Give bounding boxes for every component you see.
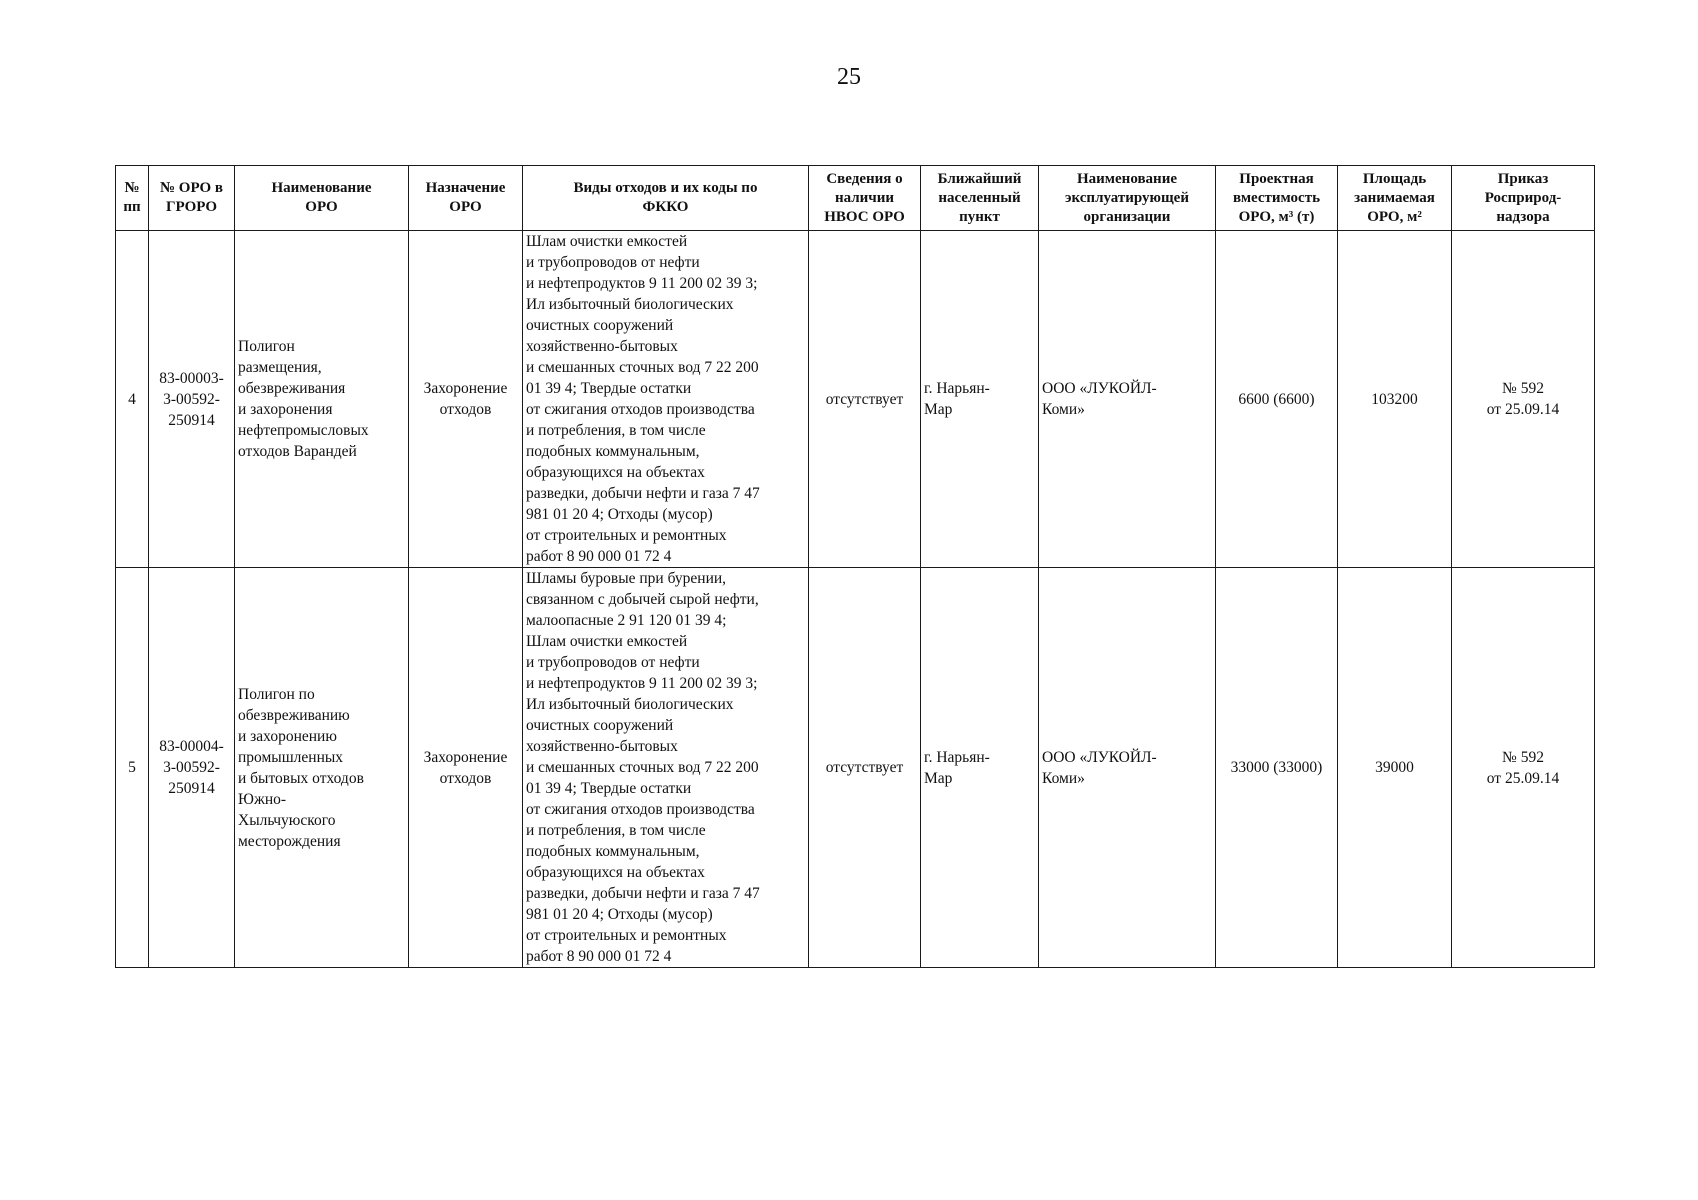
waste-facilities-table [115, 165, 1595, 968]
waste-types: Шлам очистки емкостей и трубопроводов от нефти и нефтепродуктов 9 11 200 02 39 3; Ил избыточный биологических очистных сооружений хозяйственно-бытовых и смешанных сточных вод 7 22 200 01 39 4; Твердые остатки от сжигания отходов производства и потребления, в том числе подобных коммунальным, образующихся на объектах разведки, добычи нефти и газа 7 47 981 01 20 4; Отходы (мусор) от строительных и ремонтных работ 8 90 000 01 72 4 [523, 231, 809, 568]
page-number: 25 [837, 64, 861, 90]
facility-purpose: Захоронение отходов [409, 568, 523, 968]
header-capacity: Проектная вместимость ОРО, м³ (т) [1216, 166, 1338, 231]
groro-number: 83-00004- 3-00592- 250914 [149, 568, 235, 968]
header-settlement: Ближайший населенный пункт [921, 166, 1039, 231]
header-operator: Наименование эксплуатирующей организации [1039, 166, 1216, 231]
row-num: 5 [116, 568, 149, 968]
occupied-area: 103200 [1338, 231, 1452, 568]
header-name: Наименование ОРО [235, 166, 409, 231]
groro-number: 83-00003- 3-00592- 250914 [149, 231, 235, 568]
order-reference: № 592 от 25.09.14 [1452, 568, 1595, 968]
header-num: № пп [116, 166, 149, 231]
operator-name: ООО «ЛУКОЙЛ- Коми» [1039, 568, 1216, 968]
facility-purpose: Захоронение отходов [409, 231, 523, 568]
row-num: 4 [116, 231, 149, 568]
table-header-row [116, 166, 1595, 231]
design-capacity: 33000 (33000) [1216, 568, 1338, 968]
header-nvos: Сведения о наличии НВОС ОРО [809, 166, 921, 231]
facility-name: Полигон размещения, обезвреживания и захоронения нефтепромысловых отходов Варандей [235, 231, 409, 568]
nvos-status: отсутствует [809, 568, 921, 968]
table-row [116, 231, 1595, 568]
header-groro: № ОРО в ГРОРО [149, 166, 235, 231]
table-row [116, 568, 1595, 968]
nearest-settlement: г. Нарьян- Мар [921, 568, 1039, 968]
order-reference: № 592 от 25.09.14 [1452, 231, 1595, 568]
header-area: Площадь занимаемая ОРО, м² [1338, 166, 1452, 231]
design-capacity: 6600 (6600) [1216, 231, 1338, 568]
nearest-settlement: г. Нарьян- Мар [921, 231, 1039, 568]
header-order: Приказ Росприрод- надзора [1452, 166, 1595, 231]
nvos-status: отсутствует [809, 231, 921, 568]
operator-name: ООО «ЛУКОЙЛ- Коми» [1039, 231, 1216, 568]
header-purpose: Назначение ОРО [409, 166, 523, 231]
occupied-area: 39000 [1338, 568, 1452, 968]
facility-name: Полигон по обезвреживанию и захоронению промышленных и бытовых отходов Южно- Хыльчуюского месторождения [235, 568, 409, 968]
header-waste-types: Виды отходов и их коды по ФККО [523, 166, 809, 231]
waste-types: Шламы буровые при бурении, связанном с добычей сырой нефти, малоопасные 2 91 120 01 39 4; Шлам очистки емкостей и трубопроводов от нефти и нефтепродуктов 9 11 200 02 39 3; Ил избыточный биологических очистных сооружений хозяйственно-бытовых и смешанных сточных вод 7 22 200 01 39 4; Твердые остатки от сжигания отходов производства и потребления, в том числе подобных коммунальным, образующихся на объектах разведки, добычи нефти и газа 7 47 981 01 20 4; Отходы (мусор) от строительных и ремонтных работ 8 90 000 01 72 4 [523, 568, 809, 968]
